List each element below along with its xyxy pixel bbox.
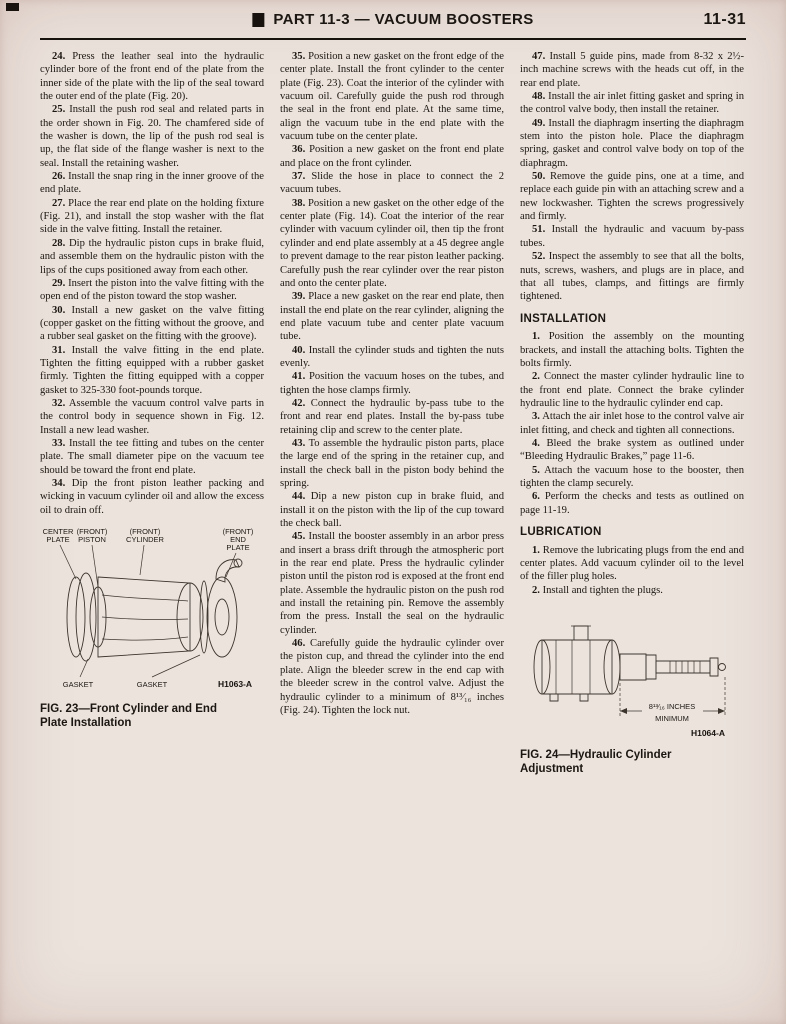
fig24-drawing — [520, 605, 744, 743]
fig23-label-center-plate-2: PLATE — [46, 535, 70, 545]
step-paragraph: 35. Position a new gasket on the front edge of the center plate. Install the front cylinder to the center plate (Fig. 23). Coat the interior of the cylinder with vacuum oil. Carefully guide the push rod through the seal in the front end plate. At the same time, align the vacuum tube in the end plate with the vacuum tube on the center plate. — [280, 51, 504, 143]
step-paragraph: 1. Position the assembly on the mounting brackets, and install the attaching bolts. Tighten the bolts firmly. — [520, 331, 744, 369]
step-paragraph: 40. Install the cylinder studs and tighten the nuts evenly. — [280, 344, 504, 369]
step-paragraph: 30. Install a new gasket on the valve fitting (copper gasket on the fitting without the groove, and a rubber seal gasket on the fitting with the groove). — [40, 304, 264, 343]
step-number: 32. — [52, 397, 66, 409]
step-number: 49. — [532, 117, 546, 129]
step-number: 24. — [52, 51, 66, 62]
step-paragraph: 29. Insert the piston into the valve fitting with the open end of the piston toward the stop washer. — [40, 277, 264, 303]
fig23-caption-line2: Plate Installation — [40, 717, 132, 730]
step-paragraph: 2. Install and tighten the plugs. — [532, 584, 663, 596]
step-number: 38. — [292, 197, 306, 209]
step-paragraph: 6. Perform the checks and tests as outlined on page 11-19. — [520, 491, 744, 516]
step-number: 40. — [292, 344, 306, 356]
step-paragraph: 27. Place the rear end plate on the holding fixture (Fig. 21), and install the stop washer with the flat side in the valve fitting. Install the retainer. — [40, 197, 264, 236]
step-paragraph: 31. Install the valve fitting in the end plate. Tighten the fitting equipped with a rubber gasket firmly. Tighten the fitting equipped with a copper gasket to 325-330 foot-pounds torque. — [40, 344, 264, 396]
fig23-caption-line1: FIG. 23—Front Cylinder and End — [40, 703, 217, 716]
step-number: 6. — [532, 491, 540, 503]
fig23-label-front-end-plate-3: PLATE — [226, 543, 250, 553]
fig23-label-gasket-left: GASKET — [62, 680, 94, 690]
step-paragraph: 48. Install the air inlet fitting gasket and spring in the control valve body, then install the retainer. — [520, 91, 744, 116]
fig23-label-front-cylinder-2: CYLINDER — [126, 535, 164, 545]
step-paragraph: 45. Install the booster assembly in an arbor press and insert a brass drift through the atmospheric port in the rear end plate. Press the hydraulic cylinder piston until the piston rod is exposed at the front end plate. Assemble the hydraulic piston on the push rod and install the retaining pin. Remove the assembly from the press. Install the seal on the hydraulic cylinder. — [280, 531, 504, 636]
section-heading: LUBRICATION — [520, 525, 602, 538]
fig23-label-front-piston: (FRONT) — [76, 527, 108, 537]
step-number: 52. — [532, 251, 546, 263]
column-2-text — [280, 50, 504, 717]
step-paragraph: 43. To assemble the hydraulic piston parts, place the large end of the spring in the retainer cup, and install the check ball in the piston body behind the spring. — [280, 437, 504, 489]
step-number: 1. — [532, 544, 540, 556]
step-number: 37. — [292, 171, 306, 183]
step-paragraph: 33. Install the tee fitting and tubes on the center plate. The small diameter pipe on the vacuum tee should be toward the front end plate. — [40, 437, 264, 476]
step-number: 30. — [52, 304, 66, 316]
step-paragraph: 28. Dip the hydraulic piston cups in brake fluid, and assemble them on the hydraulic piston with the lips of the cups positioned away from each other. — [40, 237, 264, 276]
step-number: 28. — [52, 237, 66, 249]
step-number: 36. — [292, 144, 306, 156]
step-number: 46. — [292, 638, 306, 650]
step-paragraph: 32. Assemble the vacuum control valve parts in the control body in sequence shown in Fig. 12. Install a new lead washer. — [40, 397, 264, 436]
step-number: 51. — [532, 224, 546, 236]
fig24-caption-line1: FIG. 24—Hydraulic Cylinder — [520, 749, 672, 761]
step-paragraph: 41. Position the vacuum hoses on the tubes, and tighten the hose clamps firmly. — [280, 371, 504, 396]
column-1 — [40, 50, 264, 777]
step-number: 41. — [292, 371, 306, 383]
registration-mark — [6, 3, 19, 11]
step-number: 27. — [52, 197, 66, 209]
step-paragraph: 25. Install the push rod seal and related parts in the order shown in Fig. 20. The chamfered side of the washer is down, the lip of the push rod seal is up, the flat side of the flange washer is next to the seal. Install the retaining washer. — [40, 104, 264, 169]
page-part-title: PART 11-3 — VACUUM BOOSTERS — [273, 11, 534, 28]
fig23-label-front-end-plate: (FRONT) — [222, 527, 254, 537]
step-number: 50. — [532, 171, 546, 183]
figure-24 — [520, 605, 744, 777]
step-number: 2. — [532, 584, 540, 596]
fig23-drawing — [40, 525, 264, 697]
step-number: 31. — [52, 344, 66, 356]
step-number: 4. — [532, 437, 540, 449]
step-paragraph: 50. Remove the guide pins, one at a time, and replace each guide pin with an attaching screw and a new lockwasher. Tighten the screws progressively and firmly. — [520, 171, 744, 223]
step-number: 48. — [532, 91, 546, 103]
step-paragraph: 49. Install the diaphragm inserting the diaphragm stem into the piston hole. Place the diaphragm spring, gasket and control valve body on top of the diaphragm. — [520, 117, 744, 169]
step-number: 3. — [532, 411, 540, 423]
fig23-label-front-cylinder: (FRONT) — [129, 527, 161, 537]
step-number: 1. — [532, 331, 540, 343]
step-paragraph: 46. Carefully guide the hydraulic cylinder over the piston cup, and thread the cylinder into the end plate. Align the bleeder screw in the end cap with the bleeder screw in the control valve. Adjust the hydraulic cylinder to a minimum of 8¹³⁄₁₆ inches (Fig. 24). Tighten the lock nut. — [280, 638, 504, 716]
step-paragraph: 34. Dip the front piston leather packing and wicking in vacuum cylinder oil and allow the excess oil to drain off. — [40, 478, 264, 516]
step-paragraph: 37. Slide the hose in place to connect the 2 vacuum tubes. — [280, 171, 504, 196]
step-number: 33. — [52, 437, 66, 449]
step-paragraph: 24. Press the leather seal into the hydraulic cylinder bore of the front end of the plate from the inner side of the plate with the lip of the seal toward the outer end of the plate (Fig. 20). — [40, 51, 264, 103]
step-paragraph: 3. Attach the air inlet hose to the control valve air inlet fitting, and check and tighten all connections. — [520, 411, 744, 436]
section-heading: INSTALLATION — [520, 312, 607, 325]
fig23-label-center-plate: CENTER — [42, 527, 74, 537]
step-number: 35. — [292, 51, 306, 62]
figure-23 — [40, 525, 264, 731]
step-paragraph: 42. Connect the hydraulic by-pass tube to the front and rear end plates. Install the by-pass tube retaining clip and screw to the center plate. — [280, 397, 504, 436]
step-paragraph: 38. Position a new gasket on the other edge of the center plate (Fig. 14). Coat the interior of the rear cylinder with vacuum cylinder oil, then tip the front cylinder and end plate assembly at a 45 degree angle to prevent damage to the rear piston leather packing. Carefully push the rear cylinder over the rear piston and onto the center plate. — [280, 197, 504, 289]
page-header — [40, 12, 746, 40]
column-1-text — [40, 50, 264, 517]
column-3-text — [520, 50, 744, 597]
step-number: 47. — [532, 51, 546, 62]
step-paragraph: 2. Connect the master cylinder hydraulic line to the front end plate. Connect the brake cylinder hydraulic line to the hydraulic cylinder end cap. — [520, 371, 744, 409]
fig23-code: H1063-A — [218, 679, 253, 690]
fig24-dimension-minimum: MINIMUM — [655, 714, 689, 723]
fig24-caption — [520, 748, 744, 777]
step-number: 45. — [292, 531, 306, 543]
step-number: 25. — [52, 104, 66, 116]
column-3 — [520, 50, 744, 777]
step-paragraph: 26. Install the snap ring in the inner groove of the end plate. — [40, 171, 264, 196]
step-number: 29. — [52, 277, 66, 289]
step-paragraph: 36. Position a new gasket on the front end plate and place on the front cylinder. — [280, 144, 504, 169]
step-number: 34. — [52, 478, 66, 489]
page-number: 11-31 — [703, 11, 746, 28]
step-paragraph: 5. Attach the vacuum hose to the booster, then tighten the clamp securely. — [520, 464, 744, 489]
step-paragraph: 51. Install the hydraulic and vacuum by-pass tubes. — [520, 224, 744, 249]
fig23-caption — [40, 702, 264, 731]
fig24-code: H1064-A — [690, 728, 725, 738]
step-number: 26. — [52, 171, 66, 183]
fig24-caption-line2: Adjustment — [520, 763, 584, 776]
step-number: 2. — [532, 371, 540, 383]
fig23-label-front-end-plate-2: END — [230, 535, 246, 545]
step-number: 43. — [292, 437, 306, 449]
step-paragraph: 4. Bleed the brake system as outlined under “Bleeding Hydraulic Brakes,” page 11-6. — [520, 437, 744, 463]
fig23-label-front-piston-2: PISTON — [78, 535, 106, 545]
step-number: 44. — [292, 491, 306, 503]
step-paragraph: 52. Inspect the assembly to see that all the bolts, nuts, screws, washers, and plugs are in place, and that all tubes, clamps, and fittings are firmly tightened. — [520, 251, 744, 303]
fig23-label-gasket-right: GASKET — [136, 680, 168, 690]
step-number: 5. — [532, 464, 540, 476]
step-paragraph: 1. Remove the lubricating plugs from the end and center plates. Add vacuum cylinder oil to the level of the filler plug holes. — [520, 544, 744, 583]
column-2 — [280, 50, 504, 777]
header-tab-mark — [252, 13, 264, 27]
step-paragraph: 39. Place a new gasket on the rear end plate, then install the end plate on the rear cylinder, aligning the end plate vacuum tube and center plate vacuum tube. — [280, 291, 504, 343]
text-columns — [0, 40, 786, 777]
fig24-dimension-value: 8¹³⁄₁₆ INCHES — [648, 702, 696, 711]
step-paragraph: 47. Install 5 guide pins, made from 8-32 x 2½-inch machine screws with the heads cut off, in the rear end plate. — [520, 51, 744, 89]
step-paragraph: 44. Dip a new piston cup in brake fluid, and install it on the piston with the lip of the cup toward the check ball. — [280, 491, 504, 530]
step-number: 39. — [292, 291, 306, 303]
step-number: 42. — [292, 397, 306, 409]
